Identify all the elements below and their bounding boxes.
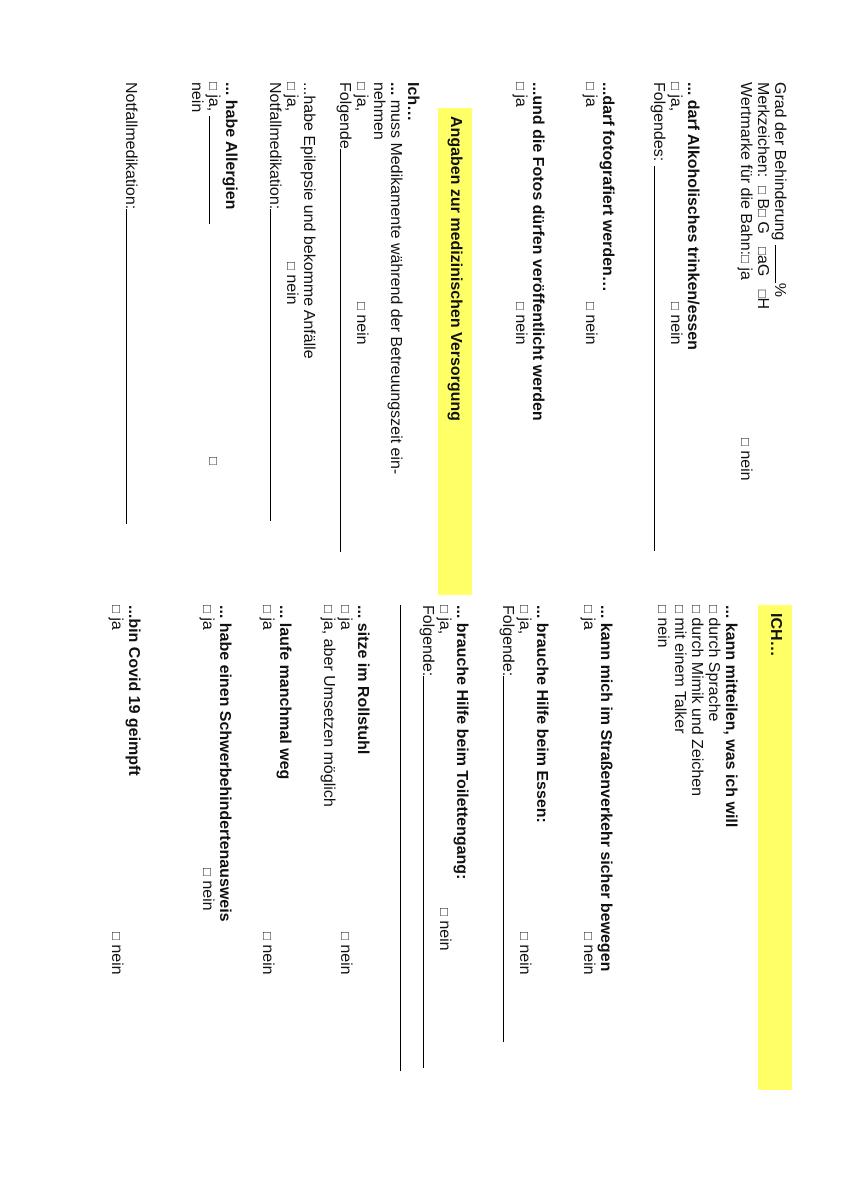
essen-question: ... brauche Hilfe beim Essen: xyxy=(533,605,550,823)
ausweis-question: ... habe einen Schwerbehindertenausweis xyxy=(216,605,233,922)
epilepsie-notfall-input[interactable] xyxy=(270,209,283,521)
checkbox-fotos-veroeff-nein[interactable]: □ xyxy=(513,302,528,310)
essen-folgende-input[interactable] xyxy=(503,676,516,1042)
checkbox-umsetzen[interactable]: □ xyxy=(321,605,336,613)
ich-label: Ich… xyxy=(404,82,421,122)
checkbox-ausweis-nein[interactable]: □ xyxy=(200,868,215,876)
covid-nein-label: nein xyxy=(108,944,125,975)
merkzeichen-label: Merkzeichen: xyxy=(754,82,771,178)
strasse-ja-label: ja xyxy=(580,617,597,630)
allergien-block xyxy=(188,82,239,537)
medikamente-prefix: ... xyxy=(387,82,404,100)
laufe-question: ... laufe manchmal weg xyxy=(276,605,293,780)
checkbox-epilepsie-ja[interactable]: □ xyxy=(284,82,299,90)
allergien-nein-label: nein xyxy=(188,82,205,113)
opt-ag-label: aG xyxy=(754,255,771,277)
allergien-ja-label: ja, xyxy=(205,94,222,112)
checkbox-mimik[interactable]: □ xyxy=(689,605,704,613)
essen-block xyxy=(499,605,550,1088)
medikamente-question-cont: nehmen xyxy=(370,82,387,140)
toilette-nein-label: nein xyxy=(436,920,453,951)
checkbox-covid-nein[interactable]: □ xyxy=(109,932,124,940)
mitteilen-question: ... kann mitteilen, was ich will xyxy=(722,605,739,828)
covid-block xyxy=(108,605,142,1088)
checkbox-talker[interactable]: □ xyxy=(672,605,687,613)
checkbox-medikamente-nein[interactable]: □ xyxy=(354,302,369,310)
checkbox-toilette-nein[interactable]: □ xyxy=(437,908,452,916)
umsetzen-label: ja, aber Umsetzen möglich xyxy=(320,617,337,807)
checkbox-toilette-ja[interactable]: □ xyxy=(437,605,452,613)
alkohol-nein-label: nein xyxy=(667,314,684,345)
checkbox-rollstuhl-ja[interactable]: □ xyxy=(338,605,353,613)
checkbox-b[interactable]: □ xyxy=(755,186,770,194)
right-header: ICH… xyxy=(758,605,792,1090)
rollstuhl-nein-label: nein xyxy=(337,944,354,975)
wertmarke-label: Wertmarke für die Bahn: xyxy=(737,82,754,256)
laufe-ja-label: ja xyxy=(259,617,276,630)
notfall-bottom-block xyxy=(122,82,139,537)
checkbox-alkohol-ja[interactable]: □ xyxy=(668,82,683,90)
medizin-block xyxy=(336,82,421,537)
mitteilen-nein-label: nein xyxy=(654,617,671,648)
allergien-input[interactable] xyxy=(209,116,222,224)
epilepsie-ja-label: ja, xyxy=(283,94,300,112)
essen-ja-label: ja, xyxy=(516,617,533,635)
sprache-label: durch Sprache xyxy=(705,617,722,722)
checkbox-ausweis-ja[interactable]: □ xyxy=(200,605,215,613)
opt-g-label: G xyxy=(754,221,771,234)
behinderung-block xyxy=(737,82,788,537)
checkbox-rollstuhl-nein[interactable]: □ xyxy=(338,932,353,940)
checkbox-laufe-nein[interactable]: □ xyxy=(260,932,275,940)
strasse-question: ... kann mich im Straßenverkehr sicher bewegen xyxy=(597,605,614,972)
checkbox-fotos-veroeff-ja[interactable]: □ xyxy=(513,82,528,90)
fotos-veroeff-question: ...und die Fotos dürfen veröffentlicht werden xyxy=(529,82,546,421)
checkbox-essen-nein[interactable]: □ xyxy=(517,932,532,940)
foto-question: ...darf fotografiert werden… xyxy=(599,82,616,292)
opt-b-label: B xyxy=(754,198,771,210)
checkbox-foto-nein[interactable]: □ xyxy=(583,302,598,310)
medikamente-folgende-label: Folgende xyxy=(336,82,353,149)
notfall-bottom-input[interactable] xyxy=(126,209,139,524)
checkbox-mitteilen-nein[interactable]: □ xyxy=(655,605,670,613)
medikamente-question: muss Medikamente während der Betreuungszeit ein- xyxy=(387,99,404,475)
strasse-nein-label: nein xyxy=(580,944,597,975)
section-title-medizin: Angaben zur medizinischen Versorgung xyxy=(438,108,472,595)
toilette-ja-label: ja, xyxy=(436,617,453,635)
alkohol-folgendes-input[interactable] xyxy=(654,166,667,551)
fotos-veroeff-ja-label: ja xyxy=(512,94,529,107)
medikamente-ja-label: ja, xyxy=(353,94,370,112)
ausweis-block xyxy=(199,605,233,1088)
wertmarke-nein-label: nein xyxy=(737,450,754,481)
checkbox-medikamente-ja[interactable]: □ xyxy=(354,82,369,90)
grad-label: Grad der Behinderung xyxy=(771,82,788,241)
covid-ja-label: ja xyxy=(108,617,125,630)
allergien-question: ... habe Allergien xyxy=(222,82,239,210)
checkbox-allergien-ja[interactable]: □ xyxy=(206,82,221,90)
rollstuhl-block xyxy=(320,605,371,1088)
checkbox-h[interactable]: □ xyxy=(755,289,770,298)
checkbox-allergien-nein[interactable]: □ xyxy=(206,457,221,465)
checkbox-ag[interactable]: □ xyxy=(755,247,770,255)
essen-folgende-label: Folgende: xyxy=(499,605,516,677)
notfall-bottom-label: Notfallmedikation: xyxy=(122,82,139,210)
alkohol-question: ... darf Alkoholisches trinken/essen xyxy=(684,82,701,350)
toilette-block xyxy=(419,605,470,1088)
epilepsie-block xyxy=(266,82,317,537)
toilette-folgende-label: Folgende: xyxy=(419,605,436,677)
checkbox-essen-ja[interactable]: □ xyxy=(517,605,532,613)
talker-label: mit einem Talker xyxy=(671,617,688,734)
fotos-veroeff-block xyxy=(512,82,546,537)
checkbox-alkohol-nein[interactable]: □ xyxy=(668,302,683,310)
rollstuhl-question: ... sitze im Rollstuhl xyxy=(354,605,371,755)
grad-unit: % xyxy=(771,282,788,298)
wertmarke-ja-label: ja xyxy=(737,267,754,280)
laufe-nein-label: nein xyxy=(259,944,276,975)
ausweis-nein-label: nein xyxy=(199,880,216,911)
checkbox-foto-ja[interactable]: □ xyxy=(583,82,598,90)
checkbox-covid-ja[interactable]: □ xyxy=(109,605,124,613)
ausweis-ja-label: ja xyxy=(199,617,216,630)
laufe-block xyxy=(259,605,293,1088)
medikamente-nein-label: nein xyxy=(353,314,370,345)
alkohol-folgendes-label: Folgendes: xyxy=(650,82,667,162)
grad-input-line[interactable] xyxy=(775,245,788,283)
checkbox-wertmarke-nein[interactable]: □ xyxy=(738,438,753,446)
opt-h-label: H xyxy=(754,297,771,310)
foto-nein-label: nein xyxy=(582,314,599,345)
epilepsie-nein-label: nein xyxy=(283,274,300,305)
toilette-question: ... brauche Hilfe beim Toilettengang: xyxy=(453,605,470,880)
checkbox-laufe-ja[interactable]: □ xyxy=(260,605,275,613)
covid-question: ...bin Covid 19 geimpft xyxy=(125,605,142,776)
mitteilen-block xyxy=(654,605,739,1088)
checkbox-strasse-nein[interactable]: □ xyxy=(581,932,596,940)
checkbox-strasse-ja[interactable]: □ xyxy=(581,605,596,613)
foto-block xyxy=(582,82,616,537)
epilepsie-notfall-label: Notfallmedikation: xyxy=(266,82,283,210)
checkbox-wertmarke-ja[interactable]: □ xyxy=(738,255,753,263)
toilette-folgende-input[interactable] xyxy=(423,676,436,1068)
mimik-label: durch Mimik und Zeichen xyxy=(688,617,705,797)
toilette-extra-line[interactable] xyxy=(400,605,401,1071)
alkohol-ja-label: ja, xyxy=(667,94,684,112)
essen-nein-label: nein xyxy=(516,944,533,975)
epilepsie-question: ...habe Epilepsie und bekomme Anfälle xyxy=(300,82,317,359)
checkbox-sprache[interactable]: □ xyxy=(706,605,721,613)
rollstuhl-ja-label: ja xyxy=(337,617,354,630)
foto-ja-label: ja xyxy=(582,94,599,107)
checkbox-g[interactable]: □ xyxy=(755,209,770,217)
checkbox-epilepsie-nein[interactable]: □ xyxy=(284,262,299,270)
alkohol-block xyxy=(650,82,701,537)
medikamente-folgende-input[interactable] xyxy=(340,149,353,552)
strasse-block xyxy=(580,605,614,1088)
fotos-veroeff-nein-label: nein xyxy=(512,314,529,345)
